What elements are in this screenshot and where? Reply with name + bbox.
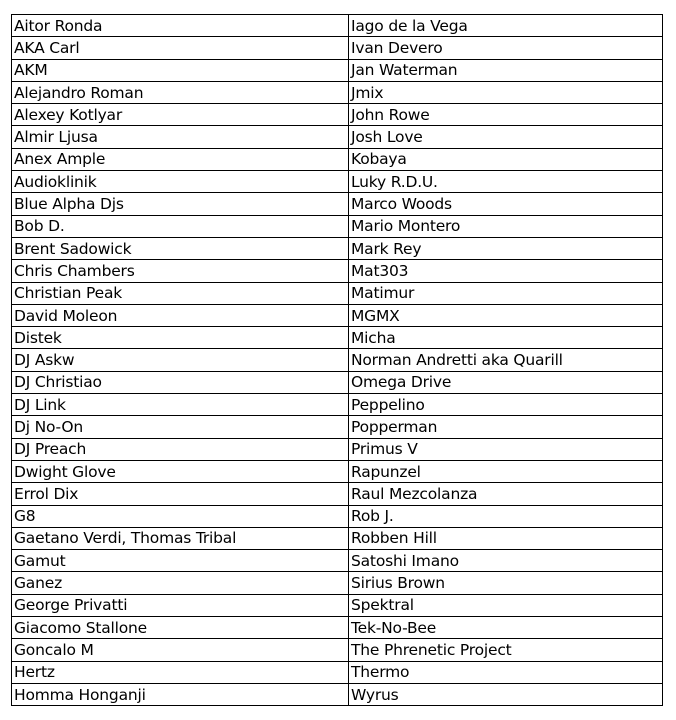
- names-table-body: [12, 15, 663, 706]
- table-cell-left: Gamut: [12, 550, 349, 572]
- table-row: [12, 237, 663, 259]
- table-cell-left: DJ Link: [12, 394, 349, 416]
- table-cell-right: Mat303: [349, 260, 663, 282]
- table-row: [12, 126, 663, 148]
- table-row: [12, 438, 663, 460]
- table-cell-left: Dj No-On: [12, 416, 349, 438]
- table-cell-right: Micha: [349, 327, 663, 349]
- table-row: [12, 639, 663, 661]
- table-row: [12, 505, 663, 527]
- table-cell-left: Audioklinik: [12, 171, 349, 193]
- table-cell-left: DJ Askw: [12, 349, 349, 371]
- table-cell-right: Spektral: [349, 594, 663, 616]
- table-cell-right: Matimur: [349, 282, 663, 304]
- table-row: [12, 394, 663, 416]
- table-cell-right: Luky R.D.U.: [349, 171, 663, 193]
- table-cell-right: Robben Hill: [349, 527, 663, 549]
- table-cell-left: Bob D.: [12, 215, 349, 237]
- table-row: [12, 193, 663, 215]
- table-cell-right: Iago de la Vega: [349, 15, 663, 37]
- table-row: [12, 282, 663, 304]
- table-cell-left: George Privatti: [12, 594, 349, 616]
- names-table: [11, 14, 663, 706]
- table-cell-right: Mario Montero: [349, 215, 663, 237]
- table-cell-left: Distek: [12, 327, 349, 349]
- table-row: [12, 327, 663, 349]
- table-cell-left: Almir Ljusa: [12, 126, 349, 148]
- table-row: [12, 81, 663, 103]
- table-cell-left: DJ Preach: [12, 438, 349, 460]
- table-cell-right: Peppelino: [349, 394, 663, 416]
- table-row: [12, 572, 663, 594]
- table-cell-right: Satoshi Imano: [349, 550, 663, 572]
- table-row: [12, 171, 663, 193]
- table-cell-right: Mark Rey: [349, 237, 663, 259]
- table-cell-right: John Rowe: [349, 104, 663, 126]
- table-row: [12, 15, 663, 37]
- table-row: [12, 349, 663, 371]
- table-cell-right: Kobaya: [349, 148, 663, 170]
- table-cell-left: Dwight Glove: [12, 460, 349, 482]
- table-row: [12, 215, 663, 237]
- table-cell-left: Christian Peak: [12, 282, 349, 304]
- table-cell-right: Popperman: [349, 416, 663, 438]
- table-cell-right: Rapunzel: [349, 460, 663, 482]
- table-row: [12, 683, 663, 705]
- table-row: [12, 260, 663, 282]
- table-cell-right: MGMX: [349, 304, 663, 326]
- table-row: [12, 594, 663, 616]
- table-cell-left: Aitor Ronda: [12, 15, 349, 37]
- table-cell-left: Anex Ample: [12, 148, 349, 170]
- table-row: [12, 37, 663, 59]
- table-cell-left: AKM: [12, 59, 349, 81]
- table-cell-right: Wyrus: [349, 683, 663, 705]
- table-cell-right: Primus V: [349, 438, 663, 460]
- table-cell-left: G8: [12, 505, 349, 527]
- table-row: [12, 371, 663, 393]
- table-cell-right: Rob J.: [349, 505, 663, 527]
- table-cell-left: Chris Chambers: [12, 260, 349, 282]
- table-row: [12, 661, 663, 683]
- table-cell-right: Thermo: [349, 661, 663, 683]
- table-cell-right: Jan Waterman: [349, 59, 663, 81]
- table-row: [12, 416, 663, 438]
- table-cell-right: Josh Love: [349, 126, 663, 148]
- table-cell-right: Jmix: [349, 81, 663, 103]
- table-cell-right: Raul Mezcolanza: [349, 483, 663, 505]
- table-row: [12, 59, 663, 81]
- table-cell-left: DJ Christiao: [12, 371, 349, 393]
- table-cell-left: Hertz: [12, 661, 349, 683]
- table-cell-left: Goncalo M: [12, 639, 349, 661]
- table-cell-left: Giacomo Stallone: [12, 617, 349, 639]
- table-row: [12, 527, 663, 549]
- table-row: [12, 483, 663, 505]
- table-row: [12, 104, 663, 126]
- table-cell-left: Homma Honganji: [12, 683, 349, 705]
- table-cell-right: Norman Andretti aka Quarill: [349, 349, 663, 371]
- table-row: [12, 460, 663, 482]
- table-cell-right: Omega Drive: [349, 371, 663, 393]
- table-cell-left: Alexey Kotlyar: [12, 104, 349, 126]
- table-cell-right: Ivan Devero: [349, 37, 663, 59]
- table-cell-left: Errol Dix: [12, 483, 349, 505]
- table-cell-right: Tek-No-Bee: [349, 617, 663, 639]
- table-cell-right: Sirius Brown: [349, 572, 663, 594]
- table-cell-left: Brent Sadowick: [12, 237, 349, 259]
- table-cell-left: Blue Alpha Djs: [12, 193, 349, 215]
- table-cell-left: Gaetano Verdi, Thomas Tribal: [12, 527, 349, 549]
- table-cell-right: The Phrenetic Project: [349, 639, 663, 661]
- table-row: [12, 304, 663, 326]
- table-cell-left: Alejandro Roman: [12, 81, 349, 103]
- table-row: [12, 550, 663, 572]
- table-cell-right: Marco Woods: [349, 193, 663, 215]
- table-row: [12, 617, 663, 639]
- table-cell-left: Ganez: [12, 572, 349, 594]
- table-cell-left: David Moleon: [12, 304, 349, 326]
- table-row: [12, 148, 663, 170]
- table-cell-left: AKA Carl: [12, 37, 349, 59]
